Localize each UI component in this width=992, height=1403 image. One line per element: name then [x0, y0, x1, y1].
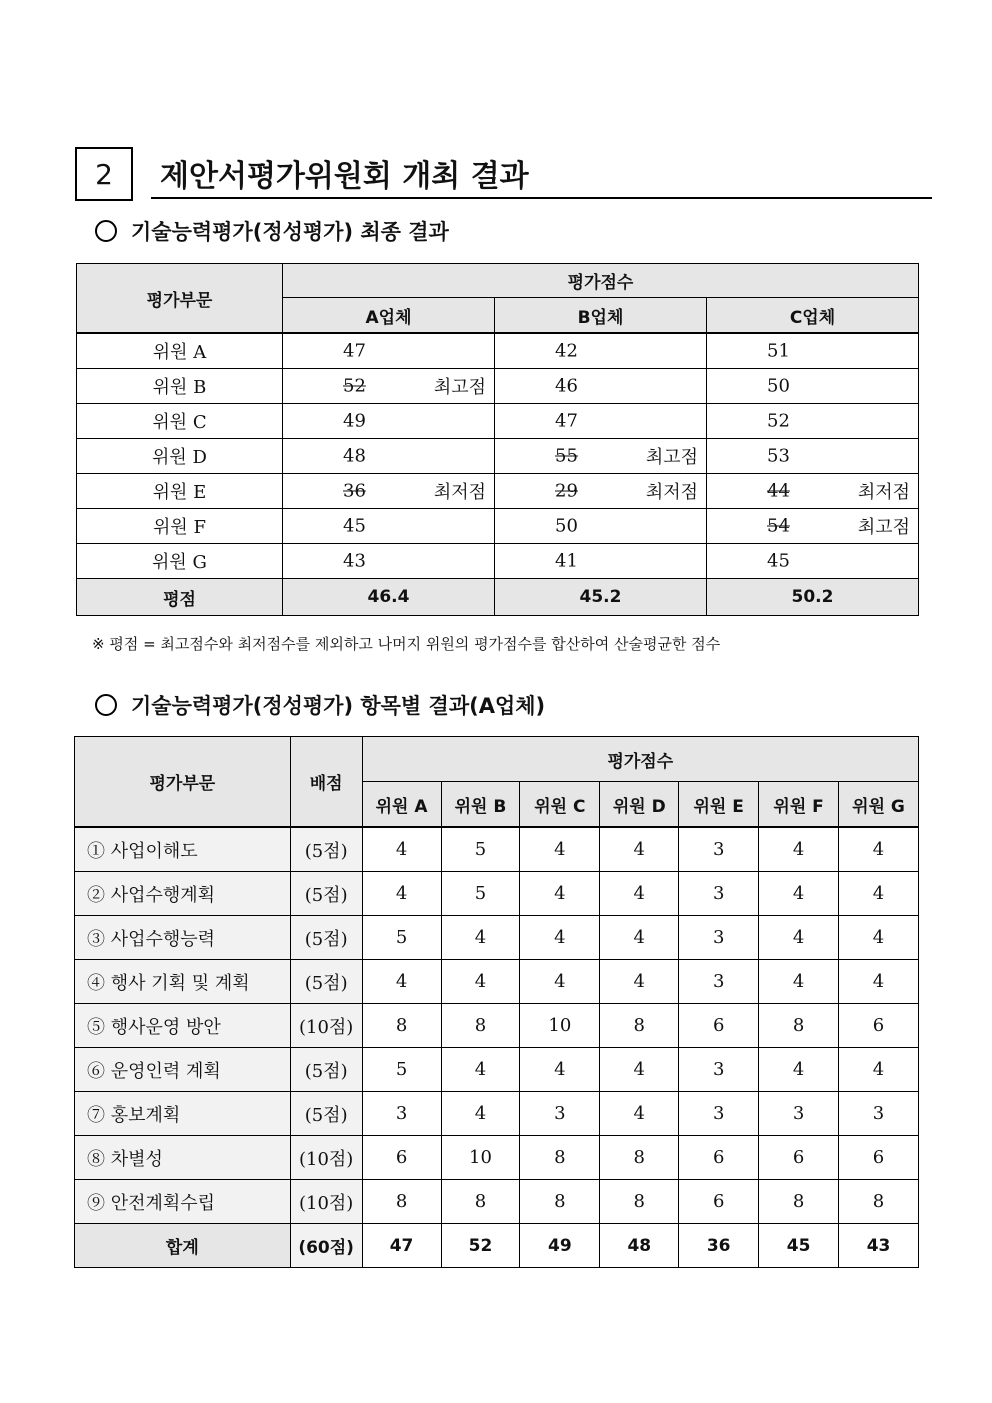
item-score: 10	[441, 1136, 520, 1180]
score-value: 36	[343, 480, 366, 502]
item-score: 4	[362, 960, 441, 1004]
score-value: 52	[343, 375, 366, 397]
col-category-header: 평가부문	[77, 264, 283, 334]
page-title: 제안서평가위원회 개최 결과	[160, 159, 529, 194]
item-score: 3	[679, 872, 759, 916]
item-points: (10점)	[290, 1180, 362, 1224]
item-result-table	[74, 736, 919, 1268]
item-label: ④ 행사 기획 및 계획	[75, 960, 291, 1004]
item-row	[75, 1092, 919, 1136]
average-value: 50.2	[707, 579, 919, 616]
section2-heading	[95, 690, 545, 720]
score-value: 47	[555, 410, 578, 432]
item-label: ⑦ 홍보계획	[75, 1092, 291, 1136]
item-score: 8	[520, 1180, 600, 1224]
item-score: 4	[839, 916, 919, 960]
total-value: 36	[679, 1224, 759, 1268]
item-points: (5점)	[290, 827, 362, 872]
score-value: 55	[555, 445, 578, 467]
item-score: 3	[679, 1048, 759, 1092]
item-score: 4	[759, 960, 839, 1004]
score-value: 48	[343, 445, 366, 467]
item-score: 8	[839, 1180, 919, 1224]
item-score: 5	[441, 872, 520, 916]
item-score: 4	[600, 827, 679, 872]
item-score: 6	[839, 1136, 919, 1180]
score-note: 최저점	[857, 482, 910, 503]
score-value: 52	[767, 410, 790, 432]
item-label: ⑧ 차별성	[75, 1136, 291, 1180]
item-score: 8	[520, 1136, 600, 1180]
company-header: C업체	[707, 298, 919, 334]
item-score: 4	[759, 916, 839, 960]
item-score: 4	[600, 872, 679, 916]
member-header: 위원 D	[600, 782, 679, 828]
member-header: 위원 C	[520, 782, 600, 828]
item-score: 4	[839, 872, 919, 916]
total-value: 43	[839, 1224, 919, 1268]
item-score: 4	[759, 872, 839, 916]
score-cell	[283, 439, 495, 474]
item-row	[75, 1136, 919, 1180]
average-row	[77, 579, 919, 616]
score-value: 50	[555, 515, 578, 537]
item-points: (10점)	[290, 1004, 362, 1048]
member-row	[77, 439, 919, 474]
item-label: ⑥ 운영인력 계획	[75, 1048, 291, 1092]
item-score: 4	[441, 1092, 520, 1136]
score-value: 54	[767, 515, 790, 537]
item-points: (10점)	[290, 1136, 362, 1180]
item-score: 3	[839, 1092, 919, 1136]
item-score: 4	[759, 827, 839, 872]
item-score: 6	[679, 1136, 759, 1180]
member-name: 위원 G	[77, 544, 283, 579]
total-value: 45	[759, 1224, 839, 1268]
item-score: 8	[441, 1004, 520, 1048]
score-cell	[283, 333, 495, 369]
item-label: ① 사업이해도	[75, 827, 291, 872]
item-row	[75, 916, 919, 960]
score-note: 최고점	[645, 447, 698, 468]
score-cell	[495, 369, 707, 404]
score-cell	[283, 369, 495, 404]
item-row	[75, 960, 919, 1004]
score-value: 49	[343, 410, 366, 432]
item-label: ⑤ 행사운영 방안	[75, 1004, 291, 1048]
score-cell	[707, 544, 919, 579]
total-value: 52	[441, 1224, 520, 1268]
item-score: 3	[362, 1092, 441, 1136]
score-cell	[495, 544, 707, 579]
item-score: 4	[839, 1048, 919, 1092]
total-value: 47	[362, 1224, 441, 1268]
score-value: 43	[343, 550, 366, 572]
item-label: ② 사업수행계획	[75, 872, 291, 916]
score-cell	[283, 404, 495, 439]
item-score: 8	[362, 1180, 441, 1224]
col-category-header: 평가부문	[75, 737, 291, 828]
average-value: 46.4	[283, 579, 495, 616]
item-score: 5	[362, 1048, 441, 1092]
item-score: 6	[362, 1136, 441, 1180]
item-score: 6	[759, 1136, 839, 1180]
score-value: 45	[767, 550, 790, 572]
item-row	[75, 1004, 919, 1048]
item-score: 8	[600, 1136, 679, 1180]
company-header: B업체	[495, 298, 707, 334]
total-points: (60점)	[290, 1224, 362, 1268]
member-header: 위원 F	[759, 782, 839, 828]
item-score: 6	[679, 1180, 759, 1224]
item-label: ⑨ 안전계획수립	[75, 1180, 291, 1224]
title-underline	[151, 197, 932, 199]
score-note: 최고점	[433, 377, 486, 398]
item-score: 8	[759, 1180, 839, 1224]
member-name: 위원 D	[77, 439, 283, 474]
item-score: 6	[679, 1004, 759, 1048]
item-score: 4	[520, 827, 600, 872]
item-score: 8	[441, 1180, 520, 1224]
item-points: (5점)	[290, 872, 362, 916]
member-name: 위원 B	[77, 369, 283, 404]
member-name: 위원 C	[77, 404, 283, 439]
item-row	[75, 872, 919, 916]
member-row	[77, 333, 919, 369]
score-value: 41	[555, 550, 578, 572]
score-cell	[707, 474, 919, 509]
item-points: (5점)	[290, 1048, 362, 1092]
section2-title: 기술능력평가(정성평가) 항목별 결과(A업체)	[131, 694, 546, 718]
item-score: 4	[441, 1048, 520, 1092]
item-score: 4	[600, 1092, 679, 1136]
item-score: 4	[441, 960, 520, 1004]
col-score-header: 평가점수	[283, 264, 919, 298]
member-header: 위원 A	[362, 782, 441, 828]
item-score: 8	[600, 1004, 679, 1048]
score-value: 47	[343, 340, 366, 362]
item-score: 4	[759, 1048, 839, 1092]
item-score: 10	[520, 1004, 600, 1048]
section1-title: 기술능력평가(정성평가) 최종 결과	[131, 220, 449, 244]
circle-bullet-icon	[95, 694, 117, 716]
item-row	[75, 1180, 919, 1224]
member-row	[77, 509, 919, 544]
item-score: 8	[600, 1180, 679, 1224]
member-header: 위원 E	[679, 782, 759, 828]
item-score: 3	[679, 827, 759, 872]
item-score: 8	[362, 1004, 441, 1048]
score-value: 45	[343, 515, 366, 537]
score-cell	[283, 474, 495, 509]
item-score: 4	[362, 827, 441, 872]
score-value: 44	[767, 480, 790, 502]
score-cell	[495, 404, 707, 439]
item-points: (5점)	[290, 1092, 362, 1136]
member-header: 위원 G	[839, 782, 919, 828]
average-label: 평점	[77, 579, 283, 616]
score-cell	[707, 509, 919, 544]
score-cell	[707, 404, 919, 439]
company-header: A업체	[283, 298, 495, 334]
item-score: 4	[520, 872, 600, 916]
section1-heading	[95, 216, 449, 246]
item-score: 3	[679, 916, 759, 960]
score-cell	[707, 369, 919, 404]
member-row	[77, 369, 919, 404]
item-label: ③ 사업수행능력	[75, 916, 291, 960]
section-number: 2	[75, 147, 133, 201]
item-score: 4	[520, 1048, 600, 1092]
score-note: 최저점	[433, 482, 486, 503]
member-name: 위원 F	[77, 509, 283, 544]
score-note: 최고점	[857, 517, 910, 538]
score-cell	[495, 509, 707, 544]
score-cell	[283, 509, 495, 544]
item-score: 4	[362, 872, 441, 916]
score-value: 51	[767, 340, 790, 362]
average-value: 45.2	[495, 579, 707, 616]
total-value: 48	[600, 1224, 679, 1268]
col-score-header: 평가점수	[362, 737, 918, 782]
total-label: 합계	[75, 1224, 291, 1268]
item-score: 3	[679, 1092, 759, 1136]
item-points: (5점)	[290, 916, 362, 960]
item-score: 4	[600, 960, 679, 1004]
score-cell	[495, 474, 707, 509]
item-score: 4	[520, 960, 600, 1004]
score-value: 50	[767, 375, 790, 397]
item-score: 4	[839, 827, 919, 872]
member-row	[77, 404, 919, 439]
score-cell	[283, 544, 495, 579]
member-header: 위원 B	[441, 782, 520, 828]
score-cell	[495, 439, 707, 474]
item-score: 6	[839, 1004, 919, 1048]
member-name: 위원 A	[77, 333, 283, 369]
score-cell	[707, 333, 919, 369]
member-row	[77, 544, 919, 579]
total-value: 49	[520, 1224, 600, 1268]
score-note: 최저점	[645, 482, 698, 503]
item-score: 4	[600, 1048, 679, 1092]
item-score: 3	[520, 1092, 600, 1136]
item-score: 5	[441, 827, 520, 872]
item-row	[75, 827, 919, 872]
total-row	[75, 1224, 919, 1268]
item-score: 4	[600, 916, 679, 960]
member-name: 위원 E	[77, 474, 283, 509]
final-result-table	[76, 263, 919, 616]
item-score: 8	[759, 1004, 839, 1048]
score-value: 29	[555, 480, 578, 502]
score-value: 42	[555, 340, 578, 362]
item-score: 3	[679, 960, 759, 1004]
score-cell	[495, 333, 707, 369]
member-row	[77, 474, 919, 509]
score-cell	[707, 439, 919, 474]
section-header	[75, 147, 932, 201]
item-score: 3	[759, 1092, 839, 1136]
score-value: 46	[555, 375, 578, 397]
item-score: 4	[441, 916, 520, 960]
item-row	[75, 1048, 919, 1092]
item-score: 4	[520, 916, 600, 960]
col-points-header: 배점	[290, 737, 362, 828]
footnote: ※ 평점 = 최고점수와 최저점수를 제외하고 나머지 위원의 평가점수를 합산하여 산술평균한 점수	[92, 635, 721, 653]
item-points: (5점)	[290, 960, 362, 1004]
score-value: 53	[767, 445, 790, 467]
circle-bullet-icon	[95, 220, 117, 242]
item-score: 4	[839, 960, 919, 1004]
item-score: 5	[362, 916, 441, 960]
